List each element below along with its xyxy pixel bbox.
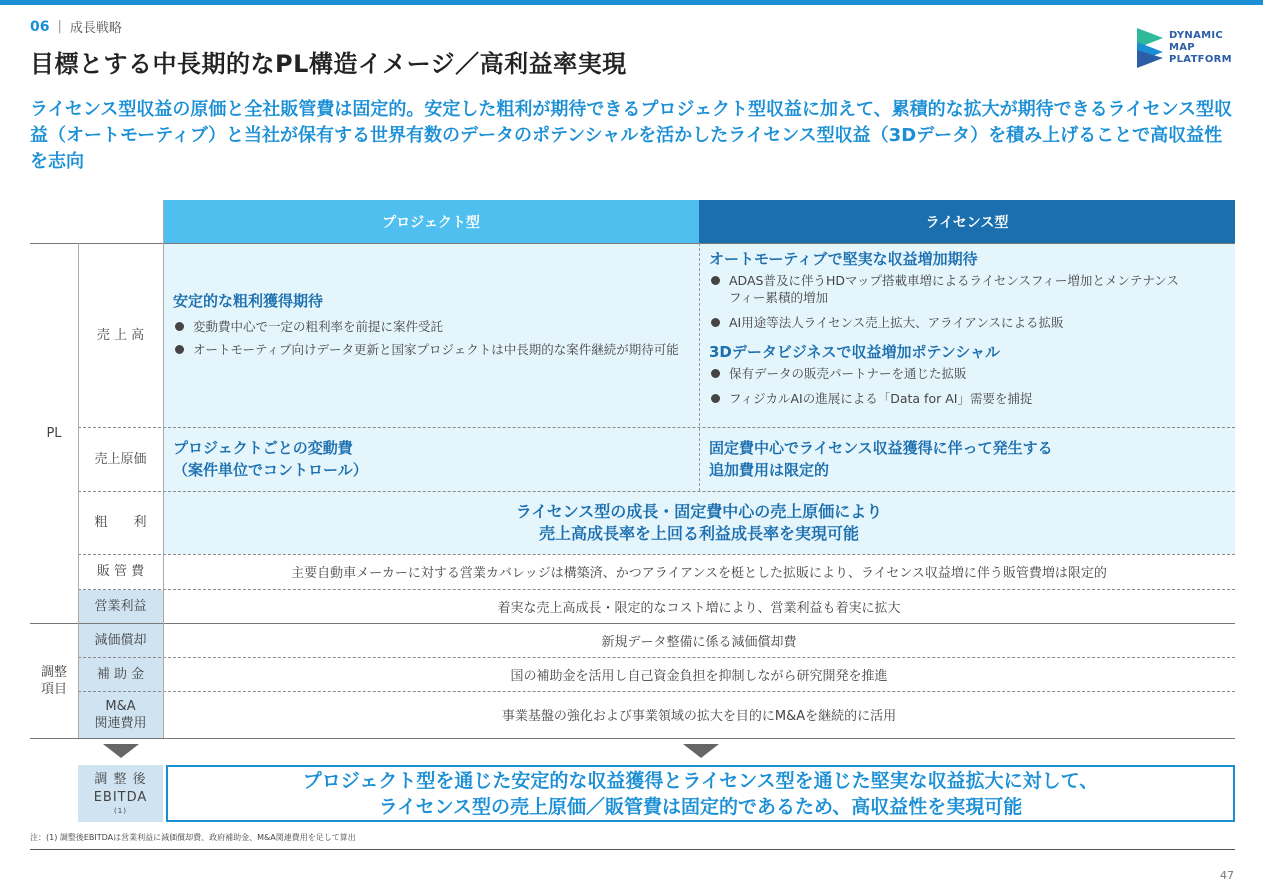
cogs-license-text: 固定費中心でライセンス収益獲得に伴って発生する 追加費用は限定的 [709, 439, 1053, 479]
divider [78, 427, 1235, 428]
section-name: 成長戦略 [69, 21, 122, 36]
list-item: フィジカルAIの進展による「Data for AI」需要を捕捉 [709, 390, 1225, 407]
cogs-project-text: プロジェクトごとの変動費 （案件単位でコントロール） [173, 439, 368, 479]
operating-profit-text: 着実な売上高成長・限定的なコスト増により、営業利益も着実に拡大 [497, 601, 901, 616]
revenue-license-heading-1: オートモーティブで堅実な収益増加期待 [709, 250, 978, 268]
divider [78, 589, 1235, 590]
column-header-license: ライセンス型 [699, 200, 1235, 243]
revenue-project-block [173, 290, 689, 358]
logo-mark-icon [1137, 28, 1163, 68]
footnote: 注：(1) 調整後EBITDAは営業利益に減価償却費、政府補助金、M&A関連費用を足して算出 [30, 833, 356, 842]
divider [30, 623, 1235, 624]
row-label-operating-profit: 営業利益 [78, 590, 163, 623]
gross-profit-cell [163, 491, 1235, 554]
list-item: ADAS普及に伴うHDマップ搭載車増によるライセンスフィー増加とメンテナンスフィー累積的増加 [709, 272, 1225, 306]
logo-text: DYNAMIC MAP PLATFORM [1169, 30, 1232, 65]
revenue-license-block [709, 248, 1225, 407]
group-label-pl: PL [46, 425, 62, 441]
sga-text: 主要自動車メーカーに対する営業カバレッジは構築済、かつアライアンスを梃とした拡販により、ライセンス収益増に伴う販管費増は限定的 [291, 566, 1107, 581]
row-label-ma: M&A 関連費用 [78, 691, 163, 738]
list-item: AI用途等法人ライセンス売上拡大、アライアンスによる拡販 [709, 314, 1225, 331]
list-item: オートモーティブ向けデータ更新と国家プロジェクトは中長期的な案件継続が期待可能 [173, 341, 689, 358]
subsidy-text: 国の補助金を活用し自己資金負担を抑制しながら研究開発を推進 [510, 668, 888, 684]
divider [78, 691, 1235, 692]
company-logo [1137, 28, 1232, 68]
row-label-depreciation: 減価償却 [78, 623, 163, 657]
divider [78, 491, 1235, 492]
depreciation-text: 新規データ整備に係る減価償却費 [601, 634, 797, 650]
section-separator: | [57, 19, 62, 34]
down-arrow-icon [103, 744, 139, 758]
row-label-revenue: 売 上 高 [96, 327, 145, 343]
row-label-cogs: 売上原価 [94, 451, 147, 467]
section-number: 06 [30, 18, 50, 35]
gross-profit-text: ライセンス型の成長・固定費中心の売上原価により 売上高成長率を上回る利益成長率を実現可能 [515, 501, 883, 543]
ma-text: 事業基盤の強化および事業領域の拡大を目的にM&Aを継続的に活用 [501, 709, 897, 724]
divider [699, 243, 700, 491]
conclusion-text: プロジェクト型を通じた安定的な収益獲得とライセンス型を通じた堅実な収益拡大に対して、 ライセンス型の売上原価／販管費は固定的であるため、高収益性を実現可能 [302, 769, 1099, 818]
divider [78, 243, 79, 738]
list-item: 変動費中心で一定の粗利率を前提に案件受託 [173, 318, 689, 335]
row-label-sga: 販 管 費 [96, 564, 145, 579]
column-header-project: プロジェクト型 [163, 200, 699, 243]
divider [78, 554, 1235, 555]
down-arrow-icon [683, 744, 719, 758]
page-number: 47 [1220, 869, 1234, 882]
divider [30, 243, 1235, 244]
divider [30, 738, 1235, 739]
divider [163, 200, 164, 738]
revenue-project-heading: 安定的な粗利獲得期待 [173, 292, 324, 310]
conclusion-box [166, 765, 1235, 822]
revenue-license-heading-2: 3Dデータビジネスで収益増加ポテンシャル [709, 343, 1001, 361]
group-label-adjustments: 調整 項目 [40, 664, 67, 697]
footer-divider [30, 849, 1235, 850]
row-label-ebitda: 調 整 後 EBITDA (1) [78, 765, 163, 822]
row-label-subsidy: 補 助 金 [78, 657, 163, 691]
section-indicator [30, 17, 122, 36]
top-accent-bar [0, 0, 1263, 5]
lead-summary: ライセンス型収益の原価と全社販管費は固定的。安定した粗利が期待できるプロジェクト型収益に加えて、累積的な拡大が期待できるライセンス型収益（オートモーティブ）と当社が保有する世界有数のデータのポテンシャルを活かしたライセンス型収益（3Dデータ）を積み上げることで高収益性を志向 [30, 99, 1233, 172]
page-title: 目標とする中長期的なPL構造イメージ／高利益率実現 [30, 50, 627, 78]
divider [78, 657, 1235, 658]
footnote-mark: (1) [114, 807, 127, 815]
row-label-gross-profit: 粗 利 [94, 515, 147, 530]
list-item: 保有データの販売パートナーを通じた拡販 [709, 365, 1225, 382]
